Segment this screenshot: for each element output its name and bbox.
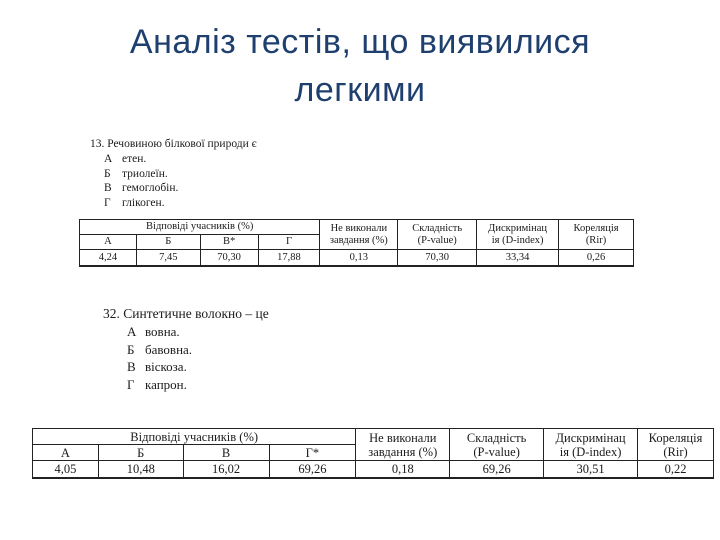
answer-letter: Г — [258, 235, 320, 250]
question-number: 32. — [103, 306, 120, 321]
answer-value: 17,88 — [258, 250, 320, 267]
question-number: 13. — [90, 138, 105, 150]
answer-value: 70,30 — [200, 250, 258, 267]
option-letter: А — [127, 324, 137, 339]
option-c — [90, 181, 257, 196]
option-b — [103, 341, 269, 359]
answer-letter: В — [183, 445, 269, 461]
correlation-value: 0,26 — [559, 250, 634, 267]
title-line-2: легкими — [294, 71, 426, 109]
answer-letter: А — [33, 445, 99, 461]
question-stem — [103, 305, 269, 323]
page-title — [40, 18, 680, 114]
option-text: гемоглобін. — [122, 182, 179, 194]
option-text: бавовна. — [145, 341, 193, 357]
stats-table-32 — [32, 428, 714, 479]
option-d — [90, 196, 257, 211]
answer-letter: Б — [98, 445, 183, 461]
difficulty-value: 69,26 — [450, 461, 544, 479]
option-letter: Г — [104, 196, 111, 209]
answer-letter: Б — [136, 235, 200, 250]
answers-header: Відповіді учасників (%) — [80, 220, 320, 235]
answer-letter: Г* — [269, 445, 356, 461]
not-done-value: 0,13 — [320, 250, 398, 267]
difficulty-header: Складність (P-value) — [450, 429, 544, 461]
question-text: Синтетичне волокно – це — [123, 306, 269, 321]
correlation-value: 0,22 — [638, 461, 714, 479]
option-text: вовна. — [145, 324, 180, 339]
discrimination-header: Дискримінац ія (D-index) — [544, 429, 638, 461]
option-text: глікоген. — [122, 196, 165, 209]
discrimination-value: 33,34 — [477, 250, 559, 267]
correlation-header: Кореляція (Rir) — [638, 429, 714, 461]
option-a — [103, 323, 269, 341]
answer-letter: А — [80, 235, 137, 250]
answer-value: 4,05 — [33, 461, 99, 479]
option-text: триолеїн. — [122, 167, 168, 180]
answer-value: 10,48 — [98, 461, 183, 479]
answers-header: Відповіді учасників (%) — [33, 429, 356, 445]
answer-value: 69,26 — [269, 461, 356, 479]
option-b — [90, 167, 257, 182]
option-letter: Б — [104, 167, 111, 180]
discrimination-value: 30,51 — [544, 461, 638, 479]
answer-value: 16,02 — [183, 461, 269, 479]
option-d — [103, 376, 269, 394]
question-stem — [90, 136, 257, 152]
difficulty-header: Складність (P-value) — [398, 220, 477, 250]
question-13 — [90, 136, 257, 210]
option-letter: Г — [127, 376, 135, 392]
table-row — [80, 250, 634, 267]
option-letter: В — [127, 359, 136, 375]
answer-value: 4,24 — [80, 250, 137, 267]
option-letter: Б — [127, 341, 135, 357]
stats-table-13 — [79, 219, 634, 267]
not-done-header: Не виконали завдання (%) — [320, 220, 398, 250]
option-letter: А — [104, 153, 113, 165]
answer-letter: В* — [200, 235, 258, 250]
difficulty-value: 70,30 — [398, 250, 477, 267]
question-32 — [103, 305, 269, 393]
table-row — [33, 461, 714, 479]
title-line-1: Аналіз тестів, що виявилися — [129, 23, 591, 61]
option-text: віскоза. — [145, 359, 187, 375]
not-done-header: Не виконали завдання (%) — [356, 429, 450, 461]
discrimination-header: Дискримінац ія (D-index) — [477, 220, 559, 250]
answer-value: 7,45 — [136, 250, 200, 267]
option-letter: В — [104, 182, 112, 194]
correlation-header: Кореляція (Rir) — [559, 220, 634, 250]
not-done-value: 0,18 — [356, 461, 450, 479]
question-text: Речовиною білкової природи є — [107, 138, 257, 150]
option-text: капрон. — [145, 376, 187, 392]
option-text: етен. — [122, 153, 147, 165]
option-c — [103, 358, 269, 376]
option-a — [90, 152, 257, 167]
